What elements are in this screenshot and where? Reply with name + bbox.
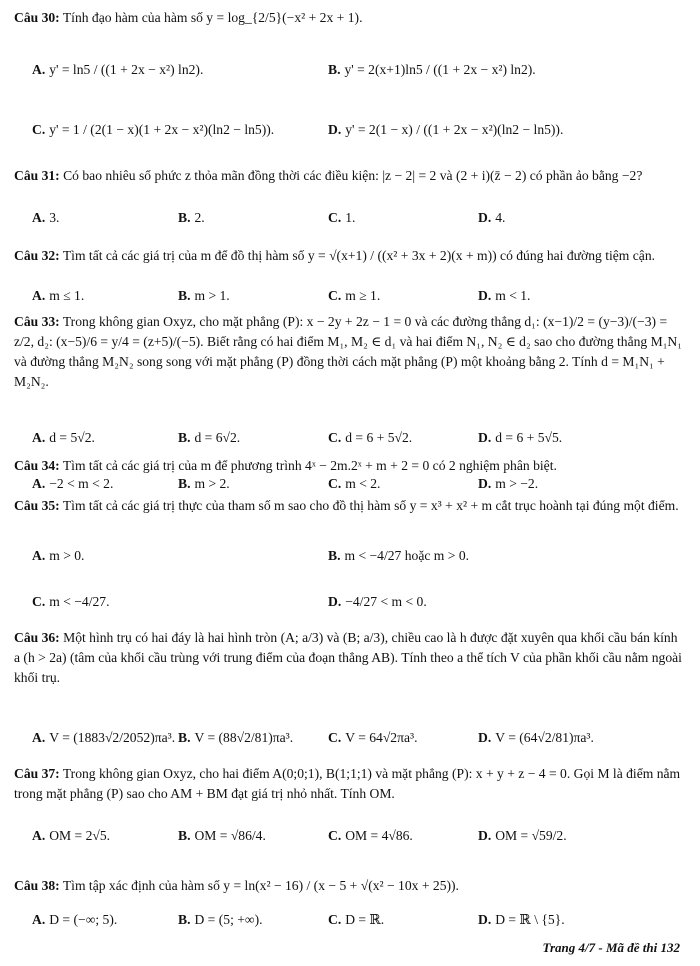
question-30: Câu 30: Tính đạo hàm của hàm số y = log_{2/5}(−x² + 2x + 1).: [14, 10, 363, 25]
option-b: B. D = (5; +∞).: [178, 912, 263, 927]
option-a: A. D = (−∞; 5).: [32, 912, 118, 927]
option-d: D. D = ℝ \ {5}.: [478, 912, 565, 927]
option-c: C. D = ℝ.: [328, 912, 385, 927]
question-32: Câu 32: Tìm tất cả các giá trị của m để đồ thị hàm số y = √(x+1) / ((x² + 3x + 2)(x + m)) có đúng hai đường tiệm cận.: [14, 248, 656, 263]
option-c: C. 1.: [328, 210, 356, 225]
option-d: D. V = (64√2/81)πa³.: [478, 730, 594, 745]
option-b: B. m > 1.: [178, 288, 230, 303]
option-b: B. y' = 2(x+1)ln5 / ((1 + 2x − x²) ln2).: [328, 62, 536, 77]
option-c: C. m < −4/27.: [32, 594, 110, 609]
option-d: D. OM = √59/2.: [478, 828, 567, 843]
option-d: D. y' = 2(1 − x) / ((1 + 2x − x²)(ln2 − ln5)).: [328, 122, 564, 137]
question-35: Câu 35: Tìm tất cả các giá trị thực của tham số m sao cho đồ thị hàm số y = x³ + x² + m cắt trục hoành tại đúng một điểm.: [14, 498, 679, 513]
question-36: Câu 36: Một hình trụ có hai đáy là hai hình tròn (A; a/3) và (B; a/3), chiều cao là h được đặt xuyên qua khối cầu bán kính a (h > 2a) (tâm của khối cầu trùng với trung điểm của đoạn thẳng AB). Tính theo a thể tích V của phần khối cầu nằm ngoài khối trụ.: [14, 630, 682, 685]
option-c: C. OM = 4√86.: [328, 828, 413, 843]
question-text: Tìm tất cả các giá trị của m để đồ thị hàm số y = √(x+1) / ((x² + 3x + 2)(x + m)) có đúng hai đường tiệm cận.: [62, 248, 656, 263]
option-c: C. m < 2.: [328, 476, 381, 491]
option-a: A. V = (1883√2/2052)πa³.: [32, 730, 176, 745]
option-a: A. y' = ln5 / ((1 + 2x − x²) ln2).: [32, 62, 204, 77]
option-b: B. m > 2.: [178, 476, 230, 491]
option-b: B. V = (88√2/81)πa³.: [178, 730, 294, 745]
question-text: Tìm tất cả các giá trị thực của tham số m sao cho đồ thị hàm số y = x³ + x² + m cắt trục hoành tại đúng một điểm.: [62, 498, 679, 513]
question-text: Tìm tất cả các giá trị của m để phương trình 4ˣ − 2m.2ˣ + m + 2 = 0 có 2 nghiệm phân biệt.: [62, 458, 557, 473]
question-37: Câu 37: Trong không gian Oxyz, cho hai điểm A(0;0;1), B(1;1;1) và mặt phẳng (P): x + y + z − 4 = 0. Gọi M là điểm nằm trong mặt phẳng (P) sao cho AM + BM đạt giá trị nhỏ nhất. Tính OM.: [14, 766, 681, 801]
option-d: D. m > −2.: [478, 476, 539, 491]
option-a: A. m ≤ 1.: [32, 288, 85, 303]
option-a: A. OM = 2√5.: [32, 828, 111, 843]
option-a: A. m > 0.: [32, 548, 85, 563]
question-31: Câu 31: Có bao nhiêu số phức z thỏa mãn đồng thời các điều kiện: |z − 2| = 2 và (2 + i)(z̄ − 2) có phần ảo bằng −2?: [14, 168, 643, 183]
option-c: C. y' = 1 / (2(1 − x)(1 + 2x − x²)(ln2 − ln5)).: [32, 122, 275, 137]
option-a: A. d = 5√2.: [32, 430, 95, 445]
question-text: Tìm tập xác định của hàm số y = ln(x² − 16) / (x − 5 + √(x² − 10x + 25)).: [62, 878, 459, 893]
question-33: Câu 33: Trong không gian Oxyz, cho mặt phẳng (P): x − 2y + 2z − 1 = 0 và các đường thẳng d₁: (x−1)/2 = (y−3)/(−3) = z/2, d₂: (x−5)/6 = y/4 = (z+5)/(−5). Biết rằng có hai điểm M₁, M₂ ∈ d₁ và hai điểm N₁, N₂ ∈ d₂ sao cho đường thẳng M₁N₁ và đường thẳng M₂N₂ song song với mặt phẳng (P) đồng thời cách mặt phẳng (P) một khoảng bằng 2. Tính d = M₁N₁ + M₂N₂.: [14, 314, 682, 389]
question-34: Câu 34: Tìm tất cả các giá trị của m để phương trình 4ˣ − 2m.2ˣ + m + 2 = 0 có 2 nghiệm phân biệt.: [14, 458, 557, 473]
option-b: B. d = 6√2.: [178, 430, 241, 445]
option-d: D. −4/27 < m < 0.: [328, 594, 427, 609]
option-c: C. V = 64√2πa³.: [328, 730, 418, 745]
option-b: B. 2.: [178, 210, 205, 225]
option-c: C. m ≥ 1.: [328, 288, 381, 303]
option-d: D. m < 1.: [478, 288, 531, 303]
option-b: B. m < −4/27 hoặc m > 0.: [328, 548, 470, 563]
question-text: Một hình trụ có hai đáy là hai hình tròn (A; a/3) và (B; a/3), chiều cao là h được đặt xuyên qua khối cầu bán kính a (h > 2a) (tâm của khối cầu trùng với trung điểm của đoạn thẳng AB). Tính theo a thể tích V của phần khối cầu nằm ngoài khối trụ.: [14, 630, 682, 685]
option-d: D. d = 6 + 5√5.: [478, 430, 563, 445]
question-text: Trong không gian Oxyz, cho mặt phẳng (P): x − 2y + 2z − 1 = 0 và các đường thẳng d₁: (x−1)/2 = (y−3)/(−3) = z/2, d₂: (x−5)/6 = y/4 = (z+5)/(−5). Biết rằng có hai điểm M₁, M₂ ∈ d₁ và hai điểm N₁, N₂ ∈ d₂ sao cho đường thẳng M₁N₁ và đường thẳng M₂N₂ song song với mặt phẳng (P) đồng thời cách mặt phẳng (P) một khoảng bằng 2. Tính d = M₁N₁ + M₂N₂.: [14, 314, 682, 389]
page-footer: Trang 4/7 - Mã đề thi 132: [542, 940, 680, 955]
question-text: Tính đạo hàm của hàm số y = log_{2/5}(−x² + 2x + 1).: [62, 10, 363, 25]
question-text: Trong không gian Oxyz, cho hai điểm A(0;0;1), B(1;1;1) và mặt phẳng (P): x + y + z − 4 = 0. Gọi M là điểm nằm trong mặt phẳng (P) sao cho AM + BM đạt giá trị nhỏ nhất. Tính OM.: [14, 766, 681, 801]
question-text: Có bao nhiêu số phức z thỏa mãn đồng thời các điều kiện: |z − 2| = 2 và (2 + i)(z̄ − 2) có phần ảo bằng −2?: [63, 168, 643, 183]
question-38: Câu 38: Tìm tập xác định của hàm số y = ln(x² − 16) / (x − 5 + √(x² − 10x + 25)).: [14, 878, 459, 893]
option-c: C. d = 6 + 5√2.: [328, 430, 413, 445]
option-b: B. OM = √86/4.: [178, 828, 266, 843]
option-d: D. 4.: [478, 210, 506, 225]
option-a: A. −2 < m < 2.: [32, 476, 114, 491]
option-a: A. 3.: [32, 210, 60, 225]
